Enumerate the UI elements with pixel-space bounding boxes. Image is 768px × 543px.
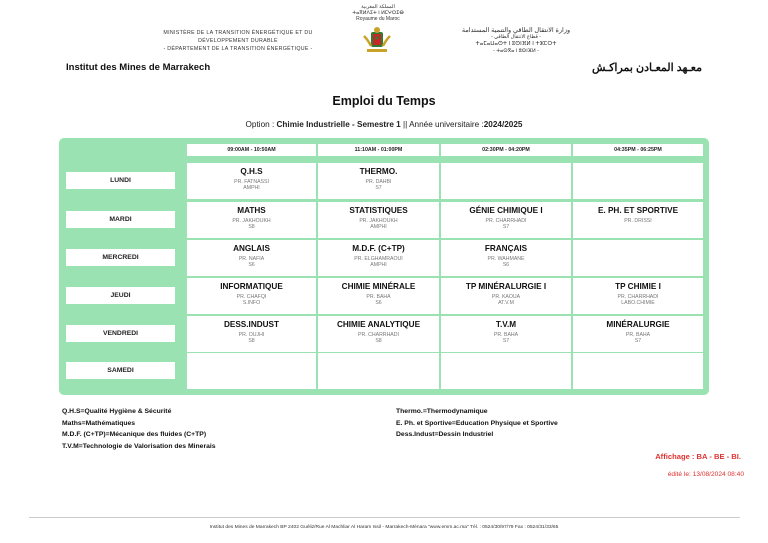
legend-item: Thermo.=Thermodynamique	[396, 408, 488, 415]
course-subject: CHIMIE ANALYTIQUE	[336, 320, 421, 329]
option-line	[0, 120, 768, 129]
page-title: Emploi du Temps	[332, 94, 436, 108]
kingdom-tifinagh: ⵜⴰⴳⵍⴷⵉⵜ ⵏ ⵍⵎⵖⵔⵉⴱ	[352, 10, 404, 16]
ministry-fr-line3: - DÉPARTEMENT DE LA TRANSITION ÉNERGÉTIQUE -	[163, 46, 313, 52]
course-subject: ANGLAIS	[233, 244, 270, 253]
timetable-cell	[187, 278, 316, 314]
course-room: AMPHI	[243, 185, 260, 191]
affichage-note: Affichage : BA - BE - BI.	[655, 452, 741, 461]
course-room: AMPHI	[370, 262, 387, 268]
timetable-cell	[441, 163, 571, 199]
legend-item: Dess.Indust=Dessin Industriel	[396, 431, 494, 438]
timetable-cell	[187, 316, 316, 352]
course-room: S7	[502, 224, 510, 230]
course-subject: M.D.F. (C+TP)	[352, 244, 405, 253]
course-professor: PR. OUJHI	[238, 332, 265, 338]
edited-timestamp: édité le: 13/08/2024 08:40	[667, 471, 744, 478]
legend-right	[396, 406, 558, 441]
course-subject: INFORMATIQUE	[220, 282, 283, 291]
day-label: MERCREDI	[66, 249, 175, 266]
kingdom-header	[338, 4, 418, 22]
legend-item: Q.H.S=Qualité Hygiène & Sécurité	[62, 408, 172, 415]
kingdom-ar: المملكة المغربية	[361, 4, 395, 10]
ministry-ar-line1: وزارة الانتقال الطاقي والتنمية المستدامة	[461, 27, 571, 34]
timetable-cell	[318, 202, 439, 238]
course-subject: CHIMIE MINÉRALE	[341, 282, 416, 291]
timetable-cell	[573, 278, 703, 314]
day-label: VENDREDI	[66, 325, 175, 342]
course-professor: PR. ELGHAMRAOUI	[354, 256, 403, 262]
institute-name-fr: Institut des Mines de Marrakech	[66, 62, 211, 73]
course-room: S7	[634, 338, 642, 344]
institute-name-ar: معـهد المعـادن بمراكـش	[591, 62, 702, 74]
course-room: AT.V.M	[498, 300, 514, 306]
course-professor: PR. BAHA	[366, 294, 391, 300]
legend-item: T.V.M=Technologie de Valorisation des Minerais	[62, 442, 216, 450]
course-subject: MINÉRALURGIE	[606, 320, 670, 329]
footer-address: Institut des Mines de Marrakech BP 2402 Guéliz/Rue Al Machliar Al Haram Issil - Marrakech-Ménara "www.emm.ac.ma" Tél. : 0524/30/97/79 Fax : 0524/31/33/65	[209, 525, 559, 530]
course-room: S6	[248, 262, 255, 268]
course-room: S8	[248, 224, 255, 230]
timetable-cell	[441, 353, 571, 389]
legend-item: Maths=Mathématiques	[62, 419, 136, 427]
time-slot-header: 02:30PM - 04:20PM	[441, 144, 571, 156]
timetable-cell	[573, 163, 703, 199]
day-label: JEUDI	[66, 287, 175, 304]
course-professor: PR. BAHA	[493, 332, 519, 338]
timetable-cell	[187, 163, 316, 199]
time-slot-header: 09:00AM - 10:50AM	[187, 144, 316, 156]
course-professor: PR. CHARRHADI	[617, 294, 659, 300]
course-subject: THERMO.	[359, 167, 398, 176]
course-subject: FRANÇAIS	[484, 244, 528, 253]
course-professor: PR. JAKHOUKH	[359, 218, 398, 224]
course-professor: PR. FATNASSI	[234, 179, 269, 185]
timetable-cell	[573, 240, 703, 276]
course-professor: PR. DRISSI	[624, 218, 652, 224]
timetable-cell	[573, 202, 703, 238]
timetable-cell	[441, 202, 571, 238]
time-slot-header: 11:10AM - 01:00PM	[318, 144, 439, 156]
course-professor: PR. NAFIA	[238, 256, 265, 262]
timetable-cell	[441, 316, 571, 352]
course-room: LABO.CHIMIE	[621, 300, 655, 306]
course-subject: E. PH. ET SPORTIVE	[597, 206, 679, 215]
course-professor: PR. CHARRHADI	[358, 332, 399, 338]
legend-item: E. Ph. et Sportive=Education Physique et Sportive	[396, 419, 558, 427]
course-subject: DESS.INDUST	[223, 320, 280, 329]
course-professor: PR. WAHMANE	[487, 256, 525, 262]
course-subject: TP MINÉRALURGIE I	[465, 282, 547, 291]
timetable-cell	[318, 240, 439, 276]
ministry-tif-line2: - ⵜⴰⵙⴳⴰ ⵏ ⵓⵙⵏⴼⵍ -	[493, 48, 539, 54]
course-room: S6	[502, 262, 510, 268]
ministry-tif-line1: ⵜⴰⵎⴰⵡⴰⵙⵜ ⵏ ⵓⵙⵏⴼⵍ ⵏ ⵜⵣⵎⵔⵜ	[475, 41, 557, 47]
course-professor: PR. CHAFQI	[236, 294, 267, 300]
timetable-cell	[441, 240, 571, 276]
timetable-cell	[318, 316, 439, 352]
course-room: S7	[375, 185, 382, 191]
ministry-fr-line2: DÉVELOPPEMENT DURABLE	[198, 38, 278, 44]
course-professor: PR. BAHA	[625, 332, 651, 338]
day-label: LUNDI	[66, 172, 175, 189]
course-professor: PR. CHARRHADI	[485, 218, 527, 224]
ministry-ar	[418, 27, 614, 55]
course-subject: T.V.M	[495, 320, 517, 329]
timetable-cell	[187, 202, 316, 238]
legend-item: M.D.F. (C+TP)=Mécanique des fluides (C+TP)	[62, 431, 207, 438]
timetable-cell	[187, 353, 316, 389]
day-label: SAMEDI	[66, 362, 175, 379]
timetable-cell	[318, 278, 439, 314]
option-separator: || Année universitaire :	[400, 120, 484, 129]
legend-left	[62, 406, 216, 452]
timetable-cell	[573, 353, 703, 389]
course-professor: PR. KAOUA	[491, 294, 521, 300]
course-subject: GÉNIE CHIMIQUE I	[469, 206, 543, 215]
course-room: S8	[375, 338, 382, 344]
option-program: Chimie Industrielle - Semestre 1	[276, 120, 401, 129]
timetable-cell	[441, 278, 571, 314]
coat-of-arms-icon	[361, 26, 393, 54]
ministry-fr-line1: MINISTÈRE DE LA TRANSITION ÉNERGÉTIQUE ET DU	[163, 30, 313, 36]
course-subject: TP CHIMIE I	[615, 282, 661, 291]
day-label: MARDI	[66, 211, 175, 228]
course-professor: PR. DAHBI	[365, 179, 392, 185]
timetable-cell	[187, 240, 316, 276]
timetable-cell	[573, 316, 703, 352]
course-room: S.INFO	[242, 300, 261, 306]
kingdom-fr: Royaume du Maroc	[356, 16, 400, 22]
ministry-fr	[140, 29, 336, 53]
course-subject: STATISTIQUES	[349, 206, 408, 215]
course-room: S8	[248, 338, 255, 344]
timetable-cell	[318, 353, 439, 389]
course-room: S7	[502, 338, 510, 344]
timetable-cell	[318, 163, 439, 199]
course-room: AMPHI	[370, 224, 387, 230]
course-professor: PR. JAKHOUKH	[232, 218, 271, 224]
course-room: S6	[375, 300, 382, 306]
course-subject: MATHS	[237, 206, 266, 215]
option-year: 2024/2025	[483, 120, 523, 129]
ministry-ar-line2: - قطاع الانتقال الطاقي -	[491, 34, 541, 40]
footer-divider	[29, 517, 740, 518]
course-subject: Q.H.S	[240, 167, 263, 176]
option-prefix: Option :	[245, 120, 277, 129]
time-slot-header: 04:35PM - 06:25PM	[573, 144, 703, 156]
